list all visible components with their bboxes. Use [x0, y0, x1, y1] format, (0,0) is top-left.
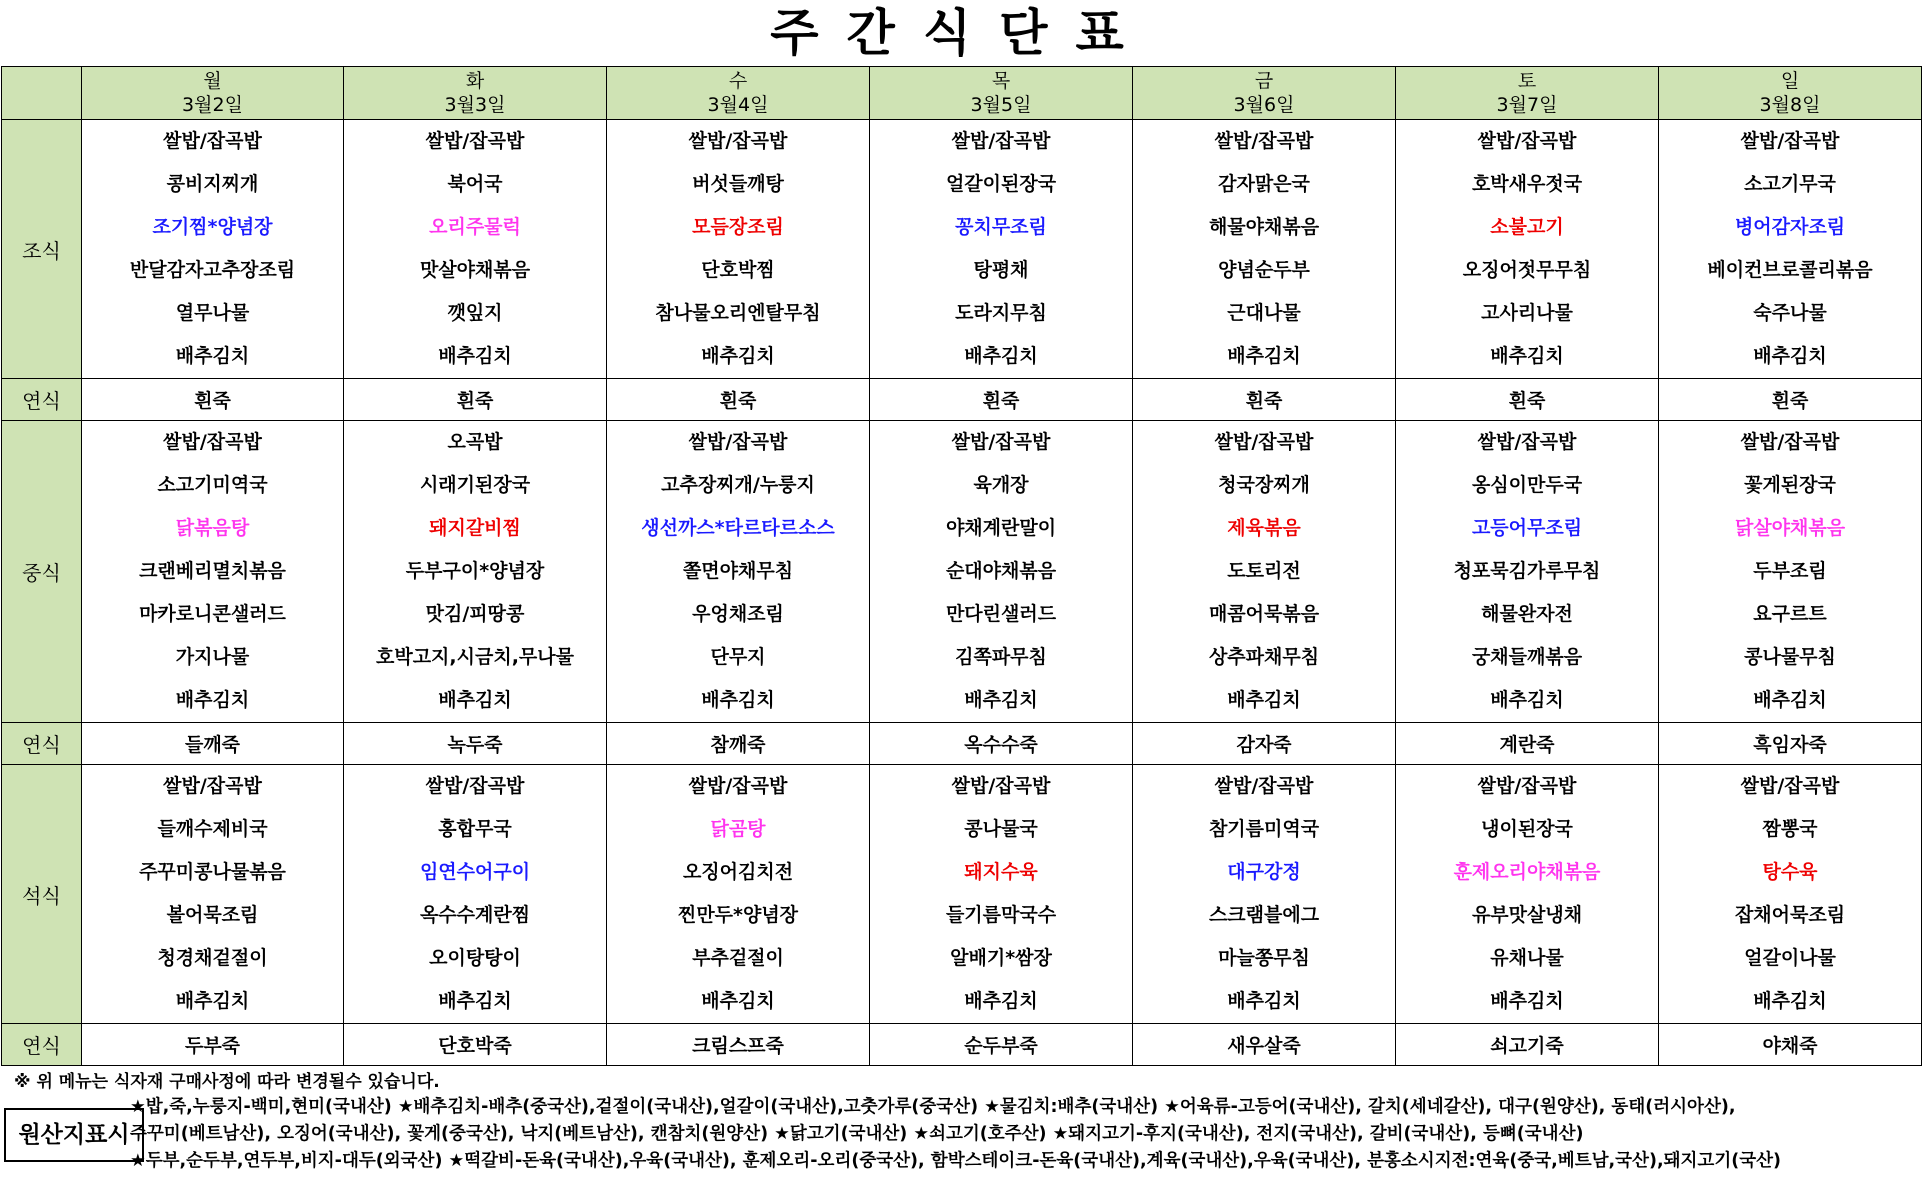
day-date: 3월2일 — [182, 94, 243, 116]
snack-item: 순두부죽 — [870, 1024, 1133, 1066]
menu-item: 콩비지찌개 — [166, 173, 259, 195]
menu-item: 쌀밥/잡곡밥 — [688, 775, 788, 797]
menu-item: 오곡밥 — [447, 431, 503, 453]
menu-item: 숙주나물 — [1753, 302, 1827, 324]
menu-item: 훈제오리야채볶음 — [1453, 861, 1601, 883]
menu-item: 두부조림 — [1753, 560, 1827, 582]
day-date: 3월8일 — [1759, 94, 1821, 116]
menu-item: 유채나물 — [1490, 947, 1564, 969]
menu-item: 쌀밥/잡곡밥 — [1214, 775, 1314, 797]
menu-item: 옥수수계란찜 — [419, 904, 531, 926]
menu-item: 고추장찌개/누룽지 — [661, 474, 815, 496]
day-name: 수 — [728, 70, 748, 92]
day-header — [82, 67, 344, 120]
menu-item: 배추김치 — [701, 990, 775, 1012]
menu-item: 잡채어묵조림 — [1734, 904, 1846, 926]
menu-item: 돼지수육 — [964, 861, 1038, 883]
breakfast_snack-label: 연식 — [2, 379, 82, 421]
menu-item: 모듬장조림 — [692, 216, 784, 238]
menu-item: 배추김치 — [964, 990, 1038, 1012]
menu-item: 청포묵김가루무침 — [1453, 560, 1601, 582]
day-header-row — [2, 67, 1922, 120]
menu-item: 닭볶음탕 — [175, 517, 250, 539]
menu-item: 오징어젓무무침 — [1462, 259, 1592, 281]
menu-item: 쌀밥/잡곡밥 — [1477, 130, 1577, 152]
menu-item: 들기름막국수 — [945, 904, 1057, 926]
menu-item: 배추김치 — [964, 689, 1038, 711]
menu-item: 쌀밥/잡곡밥 — [1214, 431, 1314, 453]
menu-item: 배추김치 — [1490, 689, 1564, 711]
breakfast-day-cell — [1659, 120, 1922, 379]
menu-item: 깻잎지 — [447, 302, 503, 324]
menu-item: 쫄면야채무침 — [682, 560, 794, 582]
snack-item: 흑임자죽 — [1659, 723, 1922, 765]
menu-item: 김쪽파무침 — [955, 646, 1047, 668]
lunch_snack-row — [2, 723, 1922, 765]
day-name: 일 — [1780, 70, 1800, 92]
menu-item: 배추김치 — [175, 990, 250, 1012]
menu-item: 배추김치 — [964, 345, 1038, 367]
menu-item: 해물야채볶음 — [1208, 216, 1320, 238]
menu-item: 순대야채볶음 — [945, 560, 1057, 582]
menu-item: 근대나물 — [1227, 302, 1301, 324]
menu-item: 배추김치 — [701, 345, 775, 367]
snack-item: 흰죽 — [1659, 379, 1922, 421]
menu-item: 탕수육 — [1762, 861, 1818, 883]
day-name: 월 — [203, 70, 222, 92]
menu-item: 쌀밥/잡곡밥 — [1740, 130, 1840, 152]
menu-item: 얼갈이나물 — [1744, 947, 1836, 969]
menu-item: 도토리전 — [1227, 560, 1301, 582]
day-header — [1133, 67, 1396, 120]
menu-item: 찐만두*양념장 — [677, 904, 799, 926]
snack-item: 단호박죽 — [344, 1024, 607, 1066]
lunch_snack-label: 연식 — [2, 723, 82, 765]
snack-item: 흰죽 — [82, 379, 344, 421]
menu-item: 주꾸미콩나물볶음 — [139, 861, 286, 883]
notice-text: ※ 위 메뉴는 식자재 구매사정에 따라 변경될수 있습니다. — [14, 1072, 440, 1092]
lunch-day-cell — [1133, 421, 1396, 723]
menu-item: 도라지무침 — [955, 302, 1047, 324]
snack-item: 흰죽 — [1133, 379, 1396, 421]
menu-item: 맛살야채볶음 — [419, 259, 531, 281]
menu-item: 콩나물무침 — [1744, 646, 1836, 668]
menu-item: 오이탕탕이 — [429, 947, 521, 969]
menu-item: 고사리나물 — [1481, 302, 1573, 324]
menu-item: 배추김치 — [701, 689, 775, 711]
breakfast-label: 조식 — [2, 120, 82, 379]
origin-list — [130, 1094, 1781, 1175]
menu-item: 임연수어구이 — [419, 861, 531, 883]
origin-line: ★밥,죽,누룽지-백미,현미(국내산) ★배추김치-배추(중국산),겉절이(국내산),얼갈이(국내산),고춧가루(중국산) ★물김치:배추(국내산) ★어육류-고등어(국내산), 갈치(세네갈산), 대구(원양산), 동태(러시아산), — [130, 1097, 1736, 1117]
menu-item: 콩나물국 — [964, 818, 1038, 840]
snack-item: 흰죽 — [607, 379, 870, 421]
menu-item: 호박고지,시금치,무나물 — [376, 646, 574, 668]
snack-item: 감자죽 — [1133, 723, 1396, 765]
origin-label: 원산지표시 — [4, 1108, 144, 1162]
breakfast-day-cell — [870, 120, 1133, 379]
snack-item: 흰죽 — [344, 379, 607, 421]
menu-item: 오징어김치전 — [682, 861, 794, 883]
menu-item: 배추김치 — [438, 689, 512, 711]
corner-cell — [2, 67, 82, 120]
menu-item: 배추김치 — [1753, 990, 1827, 1012]
menu-item: 옹심이만두국 — [1471, 474, 1583, 496]
menu-item: 탕평채 — [973, 259, 1029, 281]
day-name: 금 — [1254, 70, 1274, 92]
menu-item: 배추김치 — [438, 990, 512, 1012]
menu-item: 시래기된장국 — [419, 474, 531, 496]
menu-item: 배추김치 — [438, 345, 512, 367]
menu-item: 호박새우젓국 — [1471, 173, 1583, 195]
menu-item: 배추김치 — [175, 345, 250, 367]
menu-item: 오리주물럭 — [429, 216, 521, 238]
menu-item: 청경채겉절이 — [157, 947, 268, 969]
menu-item: 쌀밥/잡곡밥 — [1740, 431, 1840, 453]
day-header — [1396, 67, 1659, 120]
menu-item: 쌀밥/잡곡밥 — [163, 130, 262, 152]
dinner-day-cell — [870, 765, 1133, 1024]
menu-item: 크랜베리멸치볶음 — [139, 560, 286, 582]
menu-item: 참기름미역국 — [1208, 818, 1320, 840]
menu-item: 배추김치 — [1753, 345, 1827, 367]
menu-item: 상추파채무침 — [1208, 646, 1320, 668]
menu-item: 배추김치 — [1490, 990, 1564, 1012]
menu-item: 배추김치 — [175, 689, 250, 711]
menu-item: 대구강정 — [1227, 861, 1301, 883]
menu-item: 돼지갈비찜 — [429, 517, 521, 539]
origin-line: 주꾸미(베트남산), 오징어(국내산), 꽃게(중국산), 낙지(베트남산), 캔참치(원양산) ★닭고기(국내산) ★쇠고기(호주산) ★돼지고기-후지(국내산), 전지(국내산), 갈비(국내산), 등뼈(국내산) — [130, 1124, 1584, 1144]
day-name: 목 — [991, 70, 1011, 92]
menu-item: 감자맑은국 — [1218, 173, 1310, 195]
menu-item: 반달감자고추장조림 — [129, 259, 296, 281]
menu-item: 요구르트 — [1753, 603, 1827, 625]
lunch-label: 중식 — [2, 421, 82, 723]
dinner-label: 석식 — [2, 765, 82, 1024]
snack-item: 쇠고기죽 — [1396, 1024, 1659, 1066]
lunch-day-cell — [82, 421, 344, 723]
day-header — [344, 67, 607, 120]
menu-item: 스크램블에그 — [1208, 904, 1320, 926]
menu-item: 쌀밥/잡곡밥 — [688, 431, 788, 453]
dinner-day-cell — [344, 765, 607, 1024]
menu-item: 쌀밥/잡곡밥 — [1477, 775, 1577, 797]
snack-item: 녹두죽 — [344, 723, 607, 765]
breakfast_snack-row — [2, 379, 1922, 421]
breakfast-day-cell — [82, 120, 344, 379]
snack-item: 계란죽 — [1396, 723, 1659, 765]
menu-item: 배추김치 — [1227, 345, 1301, 367]
lunch-day-cell — [607, 421, 870, 723]
menu-item: 유부맛살냉채 — [1471, 904, 1583, 926]
menu-item: 쌀밥/잡곡밥 — [951, 130, 1051, 152]
lunch-day-cell — [1659, 421, 1922, 723]
snack-item: 야채죽 — [1659, 1024, 1922, 1066]
menu-item: 베이컨브로콜리볶음 — [1707, 259, 1873, 281]
menu-item: 쌀밥/잡곡밥 — [688, 130, 788, 152]
menu-item: 야채계란말이 — [945, 517, 1057, 539]
menu-item: 냉이된장국 — [1481, 818, 1573, 840]
menu-item: 소고기미역국 — [157, 474, 268, 496]
menu-item: 쌀밥/잡곡밥 — [163, 775, 262, 797]
menu-item: 해물완자전 — [1481, 603, 1573, 625]
menu-item: 소불고기 — [1490, 216, 1564, 238]
dinner_snack-label: 연식 — [2, 1024, 82, 1066]
dinner-row — [2, 765, 1922, 1024]
breakfast-row — [2, 120, 1922, 379]
menu-item: 얼갈이된장국 — [945, 173, 1057, 195]
breakfast-day-cell — [1396, 120, 1659, 379]
day-name: 토 — [1517, 70, 1537, 92]
day-date: 3월6일 — [1233, 94, 1295, 116]
day-date: 3월3일 — [444, 94, 506, 116]
day-header — [1659, 67, 1922, 120]
menu-item: 들깨수제비국 — [157, 818, 268, 840]
breakfast-day-cell — [1133, 120, 1396, 379]
day-header — [870, 67, 1133, 120]
menu-item: 참나물오리엔탈무침 — [655, 302, 821, 324]
lunch-day-cell — [344, 421, 607, 723]
weekly-menu-table — [1, 66, 1922, 1066]
menu-item: 궁채들깨볶음 — [1471, 646, 1583, 668]
day-date: 3월7일 — [1496, 94, 1558, 116]
menu-item: 제육볶음 — [1227, 517, 1301, 539]
menu-item: 생선까스*타르타르소스 — [641, 517, 835, 539]
menu-item: 단무지 — [710, 646, 766, 668]
menu-item: 쌀밥/잡곡밥 — [163, 431, 262, 453]
lunch-day-cell — [1396, 421, 1659, 723]
snack-item: 흰죽 — [1396, 379, 1659, 421]
menu-item: 볼어묵조림 — [166, 904, 259, 926]
day-date: 3월4일 — [707, 94, 769, 116]
menu-item: 꽁치무조림 — [955, 216, 1047, 238]
menu-item: 매콤어묵볶음 — [1208, 603, 1320, 625]
breakfast-day-cell — [607, 120, 870, 379]
menu-item: 쌀밥/잡곡밥 — [1477, 431, 1577, 453]
snack-item: 크림스프죽 — [607, 1024, 870, 1066]
menu-item: 만다린샐러드 — [945, 603, 1057, 625]
day-name: 화 — [465, 70, 485, 92]
menu-item: 우엉채조림 — [692, 603, 784, 625]
menu-item: 가지나물 — [175, 646, 250, 668]
menu-item: 쌀밥/잡곡밥 — [1740, 775, 1840, 797]
menu-item: 배추김치 — [1490, 345, 1564, 367]
menu-item: 육개장 — [973, 474, 1029, 496]
snack-item: 새우살죽 — [1133, 1024, 1396, 1066]
snack-item: 옥수수죽 — [870, 723, 1133, 765]
menu-item: 쌀밥/잡곡밥 — [1214, 130, 1314, 152]
menu-item: 닭살야채볶음 — [1734, 517, 1846, 539]
dinner-day-cell — [1133, 765, 1396, 1024]
menu-item: 쌀밥/잡곡밥 — [425, 775, 525, 797]
menu-item: 병어감자조림 — [1734, 216, 1846, 238]
origin-line: ★두부,순두부,연두부,비지-대두(외국산) ★떡갈비-돈육(국내산),우육(국내산), 훈제오리-오리(중국산), 함박스테이크-돈육(국내산),계육(국내산),우육(국내산), 분홍소시지전:연육(중국,베트남,국산),돼지고기(국산) — [130, 1151, 1782, 1171]
menu-item: 쌀밥/잡곡밥 — [951, 431, 1051, 453]
dinner_snack-row — [2, 1024, 1922, 1066]
menu-item: 쌀밥/잡곡밥 — [425, 130, 525, 152]
dinner-day-cell — [607, 765, 870, 1024]
day-date: 3월5일 — [970, 94, 1032, 116]
menu-item: 두부구이*양념장 — [405, 560, 545, 582]
menu-item: 닭곰탕 — [710, 818, 766, 840]
snack-item: 두부죽 — [82, 1024, 344, 1066]
dinner-day-cell — [1659, 765, 1922, 1024]
menu-item: 청국장찌개 — [1218, 474, 1310, 496]
day-header — [607, 67, 870, 120]
menu-item: 배추김치 — [1753, 689, 1827, 711]
menu-item: 꽃게된장국 — [1744, 474, 1836, 496]
menu-item: 고등어무조림 — [1471, 517, 1583, 539]
dinner-day-cell — [82, 765, 344, 1024]
menu-item: 홍합무국 — [438, 818, 512, 840]
menu-item: 맛김/피땅콩 — [425, 603, 525, 625]
lunch-row — [2, 421, 1922, 723]
menu-item: 짬뽕국 — [1762, 818, 1818, 840]
menu-item: 단호박찜 — [701, 259, 775, 281]
snack-item: 참깨죽 — [607, 723, 870, 765]
menu-item: 배추김치 — [1227, 689, 1301, 711]
menu-item: 조기찜*양념장 — [152, 216, 273, 238]
menu-item: 쌀밥/잡곡밥 — [951, 775, 1051, 797]
menu-item: 양념순두부 — [1218, 259, 1310, 281]
breakfast-day-cell — [344, 120, 607, 379]
dinner-day-cell — [1396, 765, 1659, 1024]
page-title: 주간식단표 — [770, 4, 1152, 62]
lunch-day-cell — [870, 421, 1133, 723]
menu-item: 마늘쫑무침 — [1218, 947, 1310, 969]
snack-item: 흰죽 — [870, 379, 1133, 421]
menu-item: 열무나물 — [175, 302, 250, 324]
menu-item: 마카로니콘샐러드 — [139, 603, 286, 625]
menu-item: 부추겉절이 — [692, 947, 784, 969]
menu-item: 배추김치 — [1227, 990, 1301, 1012]
menu-item: 버섯들깨탕 — [692, 173, 784, 195]
menu-item: 북어국 — [447, 173, 503, 195]
snack-item: 들깨죽 — [82, 723, 344, 765]
menu-item: 소고기무국 — [1744, 173, 1836, 195]
menu-item: 알배기*쌈장 — [950, 947, 1052, 969]
